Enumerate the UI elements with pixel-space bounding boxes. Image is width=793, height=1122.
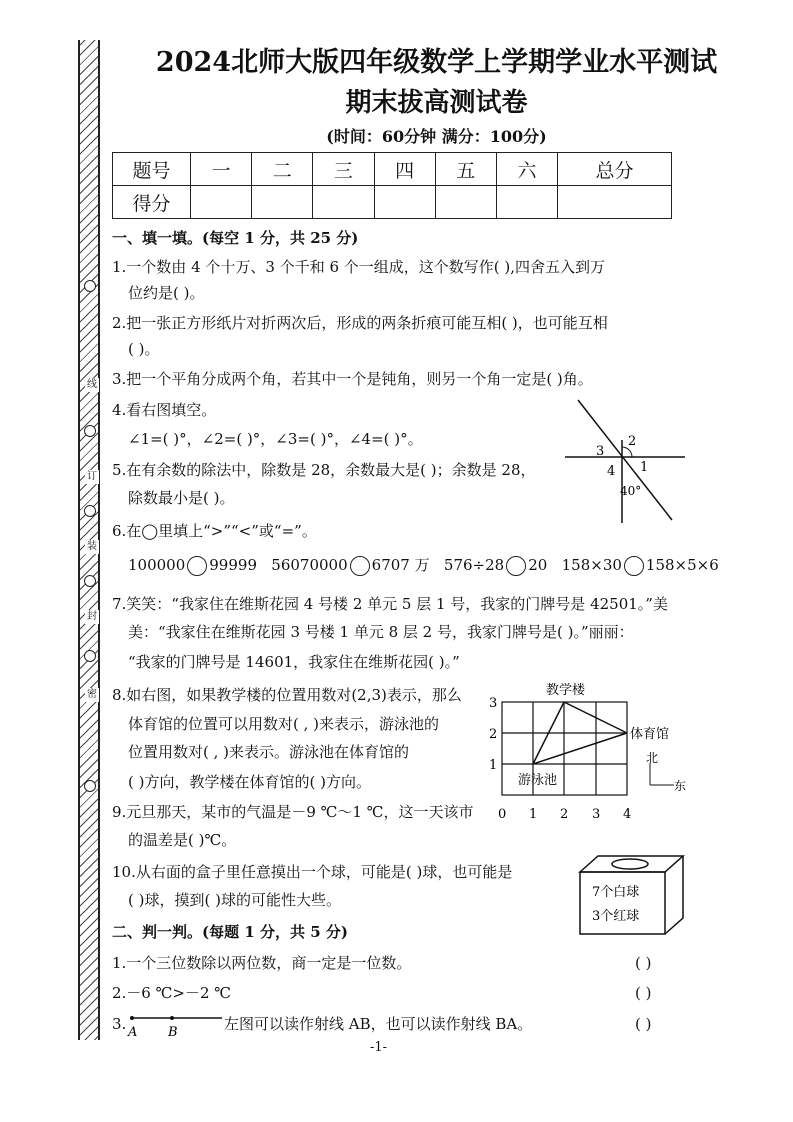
q8-line1: 8.如右图，如果教学楼的位置用数对(2,3)表示，那么 bbox=[112, 686, 462, 704]
score-cell[interactable] bbox=[435, 186, 496, 219]
point-b bbox=[170, 1016, 174, 1020]
score-cell[interactable] bbox=[252, 186, 313, 219]
east-label: 东 bbox=[674, 779, 687, 793]
section1-title: 一、填一填。(每空 1 分，共 25 分) bbox=[112, 229, 359, 247]
exam-title: 2024北师大版四年级数学上学期学业水平测试 bbox=[155, 47, 718, 78]
q6-item: 6707 万 bbox=[371, 556, 430, 574]
q9-line2: 的温差是( )℃。 bbox=[128, 831, 237, 849]
q10-line2: ( )球，摸到( )球的可能性大些。 bbox=[128, 891, 341, 909]
angle-label-3: 3 bbox=[596, 444, 605, 459]
x-tick: 0 bbox=[498, 807, 507, 822]
q6-item: 158×5×6 bbox=[645, 556, 719, 574]
binding-hole bbox=[84, 780, 96, 792]
q8-line4: ( )方向，教学楼在体育馆的( )方向。 bbox=[128, 773, 371, 791]
score-col: 二 bbox=[252, 153, 313, 186]
q7-line3: “我家的门牌号是 14601，我家住在维斯花园( )。” bbox=[128, 653, 460, 671]
angle-label-40: 40° bbox=[620, 484, 642, 498]
judge-q2: 2.－6 ℃>－2 ℃ bbox=[112, 984, 232, 1002]
grid-label-teaching: 教学楼 bbox=[546, 683, 586, 698]
q5-line2: 除数最小是( )。 bbox=[128, 489, 235, 507]
binding-mark-feng: 封 bbox=[87, 611, 97, 622]
slanted-line bbox=[578, 400, 672, 520]
judge-q1: 1.一个三位数除以两位数，商一定是一位数。 bbox=[112, 954, 412, 972]
compare-circle[interactable] bbox=[350, 556, 370, 576]
q6-item: 100000 bbox=[128, 556, 186, 574]
judge-answer-3[interactable]: ( ) bbox=[635, 1015, 652, 1033]
q1-line1: 1.一个数由 4 个十万、3 个千和 6 个一组成，这个数写作( ),四舍五入到万 bbox=[112, 258, 606, 276]
q6-item: 56070000 bbox=[271, 556, 348, 574]
score-col: 一 bbox=[191, 153, 252, 186]
q2-line1: 2.把一张正方形纸片对折两次后，形成的两条折痕可能互相( )，也可能互相 bbox=[112, 314, 608, 332]
score-cell[interactable] bbox=[496, 186, 557, 219]
label-b: B bbox=[168, 1025, 178, 1040]
ball-box-figure bbox=[578, 852, 688, 937]
score-col: 六 bbox=[496, 153, 557, 186]
compare-circle[interactable] bbox=[187, 556, 207, 576]
score-row-label: 得分 bbox=[113, 186, 191, 219]
score-col: 五 bbox=[435, 153, 496, 186]
box-line1: 7个白球 bbox=[592, 885, 640, 900]
label-a: A bbox=[128, 1025, 138, 1040]
q6-item: 99999 bbox=[209, 556, 257, 574]
y-tick: 3 bbox=[489, 696, 498, 711]
angle-label-2: 2 bbox=[628, 434, 637, 449]
score-table-header-row bbox=[113, 153, 672, 186]
x-tick: 1 bbox=[529, 807, 538, 822]
score-table-score-row bbox=[113, 186, 672, 219]
binding-mark-zhuang: 装 bbox=[87, 541, 97, 552]
judge-q3-num: 3. bbox=[112, 1015, 127, 1033]
score-col: 四 bbox=[374, 153, 435, 186]
score-col: 三 bbox=[313, 153, 374, 186]
q2-line2: ( )。 bbox=[128, 340, 160, 358]
binding-hole bbox=[84, 650, 96, 662]
exam-subtitle: 期末拔高测试卷 bbox=[345, 88, 528, 118]
page-number: -1- bbox=[370, 1040, 388, 1055]
q7-line1: 7.笑笑：“我家住在维斯花园 4 号楼 2 单元 5 层 1 号，我家的门牌号是 42501。”美 bbox=[112, 595, 668, 613]
x-tick: 4 bbox=[623, 807, 632, 822]
score-cell[interactable] bbox=[313, 186, 374, 219]
q8-line2: 体育馆的位置可以用数对( , )来表示，游泳池的 bbox=[128, 715, 440, 733]
binding-mark-line: 线 bbox=[87, 379, 97, 390]
grid-figure bbox=[484, 678, 694, 823]
x-tick: 2 bbox=[560, 807, 569, 822]
score-header-label: 题号 bbox=[113, 153, 191, 186]
judge-answer-2[interactable]: ( ) bbox=[635, 984, 652, 1002]
point-a bbox=[130, 1016, 134, 1020]
grid-label-pool: 游泳池 bbox=[518, 773, 558, 788]
q6-line1: 6.在◯里填上“>”“<”或“=”。 bbox=[112, 522, 317, 540]
q7-line2: 美：“我家住在维斯花园 3 号楼 1 单元 8 层 2 号，我家门牌号是( )。”丽丽： bbox=[128, 623, 634, 641]
q8-line3: 位置用数对( , )来表示。游泳池在体育馆的 bbox=[128, 743, 410, 761]
grid-label-gym: 体育馆 bbox=[630, 727, 670, 742]
q5-line1: 5.在有余数的除法中，除数是 28，余数最大是( )；余数是 28， bbox=[112, 461, 536, 479]
binding-hole bbox=[84, 425, 96, 437]
box-line2: 3个红球 bbox=[592, 909, 640, 924]
score-col-total: 总分 bbox=[558, 153, 672, 186]
binding-hole bbox=[84, 280, 96, 292]
q6-item: 576÷28 bbox=[443, 556, 505, 574]
q9-line1: 9.元旦那天，某市的气温是－9 ℃～1 ℃，这一天该市 bbox=[112, 803, 474, 821]
binding-mark-mi: 密 bbox=[87, 689, 97, 700]
score-table bbox=[112, 152, 672, 219]
angle-label-4: 4 bbox=[607, 464, 616, 479]
binding-hole bbox=[84, 505, 96, 517]
compare-circle[interactable] bbox=[624, 556, 644, 576]
y-tick: 2 bbox=[489, 727, 498, 742]
angle-figure bbox=[560, 395, 690, 525]
binding-mark-ding: 订 bbox=[87, 471, 97, 482]
north-label: 北 bbox=[646, 751, 659, 765]
q1-line2: 位约是( )。 bbox=[128, 284, 205, 302]
judge-answer-1[interactable]: ( ) bbox=[635, 954, 652, 972]
x-tick: 3 bbox=[592, 807, 601, 822]
q4-line2: ∠1=( )°，∠2=( )°，∠3=( )°，∠4=( )°。 bbox=[128, 430, 423, 448]
ray-figure bbox=[126, 1010, 226, 1040]
y-tick: 1 bbox=[489, 758, 498, 773]
q6-item: 158×30 bbox=[561, 556, 622, 574]
score-cell[interactable] bbox=[374, 186, 435, 219]
q6-item: 20 bbox=[528, 556, 548, 574]
q4-line1: 4.看右图填空。 bbox=[112, 401, 217, 419]
score-cell[interactable] bbox=[558, 186, 672, 219]
q10-line1: 10.从右面的盒子里任意摸出一个球，可能是( )球，也可能是 bbox=[112, 863, 513, 881]
compare-circle[interactable] bbox=[506, 556, 526, 576]
q6-line2 bbox=[128, 553, 719, 577]
exam-meta: (时间：60分钟 满分：100分) bbox=[326, 127, 547, 146]
binding-hole bbox=[84, 575, 96, 587]
angle-label-1: 1 bbox=[640, 460, 649, 475]
judge-q3: 左图可以读作射线 AB，也可以读作射线 BA。 bbox=[224, 1015, 533, 1033]
section2-title: 二、判一判。(每题 1 分，共 5 分) bbox=[112, 923, 348, 941]
q3-text: 3.把一个平角分成两个角，若其中一个是钝角，则另一个角一定是( )角。 bbox=[112, 370, 593, 388]
score-cell[interactable] bbox=[191, 186, 252, 219]
